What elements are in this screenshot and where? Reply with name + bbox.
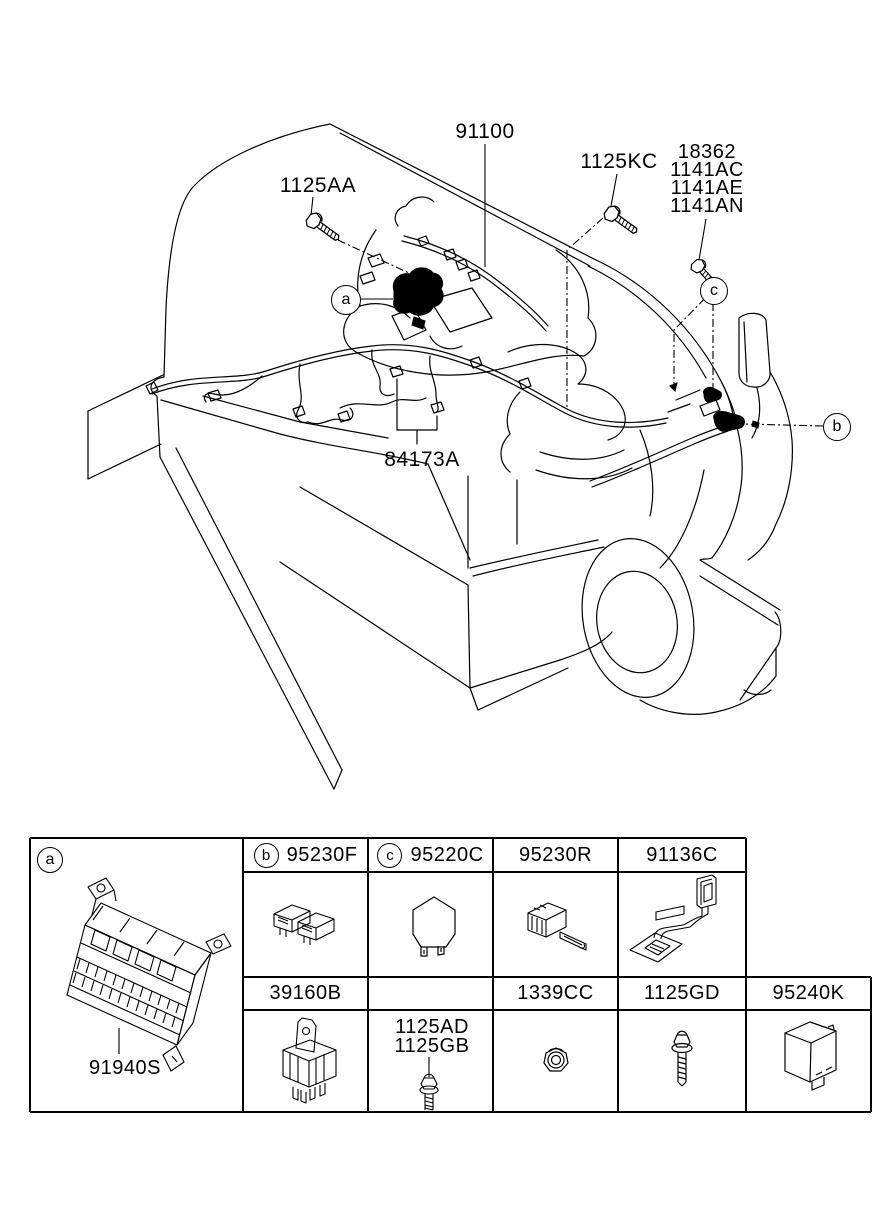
table-cell-95240k[interactable] — [746, 977, 871, 1010]
marker-c[interactable]: c — [700, 277, 728, 305]
callout-1125aa[interactable]: 1125AA — [279, 174, 357, 197]
part-number: 91136C — [646, 843, 718, 866]
part-number: 1125GB — [394, 1035, 470, 1057]
callout-bolt-group[interactable] — [670, 143, 744, 215]
part-number: 39160B — [269, 982, 342, 1004]
table-marker-c: c — [377, 843, 402, 868]
table-cell-95230r[interactable] — [493, 838, 618, 872]
table-marker-b: b — [254, 843, 279, 868]
callout-84173a[interactable]: 84173A — [384, 448, 460, 471]
bolt-icon-1125kc — [602, 203, 642, 238]
fusebox-91940s-drawing — [67, 878, 231, 1071]
callout-91100[interactable]: 91100 — [455, 120, 515, 143]
table-marker-a[interactable]: a — [37, 847, 63, 873]
part-number: 95240K — [772, 982, 845, 1004]
table-part-91940s[interactable]: 91940S — [89, 1057, 161, 1079]
callout-1125kc[interactable]: 1125KC — [580, 150, 658, 173]
relay-39160b-drawing — [283, 1018, 336, 1103]
relay-95220c-drawing — [413, 897, 455, 956]
part-number: 1339CC — [517, 982, 594, 1004]
callout-18362: 18362 — [677, 141, 737, 163]
part-number: 95230F — [286, 843, 358, 866]
connector-b-blob — [714, 411, 759, 431]
part-number: 95230R — [518, 843, 593, 866]
callout-1141an: 1141AN — [670, 195, 744, 217]
table-cell-91136c[interactable] — [618, 838, 746, 872]
table-cell-1125gd[interactable] — [618, 977, 746, 1010]
marker-b[interactable]: b — [823, 413, 851, 441]
table-cell-95220c[interactable] — [368, 838, 493, 872]
callout-1141ae: 1141AE — [670, 177, 744, 199]
bolt-1125gd-drawing — [672, 1031, 692, 1086]
table-part-1125ad-1125gb[interactable] — [395, 1018, 470, 1056]
marker-a[interactable]: a — [331, 285, 361, 315]
bolt-1125ad-drawing — [420, 1057, 438, 1110]
part-number: 95220C — [410, 843, 484, 866]
table-cell-39160b[interactable] — [243, 977, 368, 1010]
nut-1339cc-drawing — [544, 1048, 568, 1071]
bracket-84173a — [397, 379, 437, 444]
part-number: 1125GD — [643, 982, 720, 1004]
table-cell-empty-header — [368, 977, 493, 1010]
connector-91136c-drawing — [630, 875, 716, 962]
fusebox-blob — [393, 268, 443, 329]
part-number: 1125AD — [395, 1016, 469, 1038]
relay-95230r-drawing — [528, 903, 586, 950]
table-cell-95230f[interactable] — [243, 838, 368, 872]
relay-95240k-drawing — [785, 1022, 836, 1090]
callout-1141ac: 1141AC — [670, 159, 744, 181]
bolt-icon-1125aa — [304, 210, 344, 245]
leader-lines — [311, 141, 823, 426]
table-cell-1339cc[interactable] — [493, 977, 618, 1010]
relay-95230f-drawing — [274, 905, 334, 945]
